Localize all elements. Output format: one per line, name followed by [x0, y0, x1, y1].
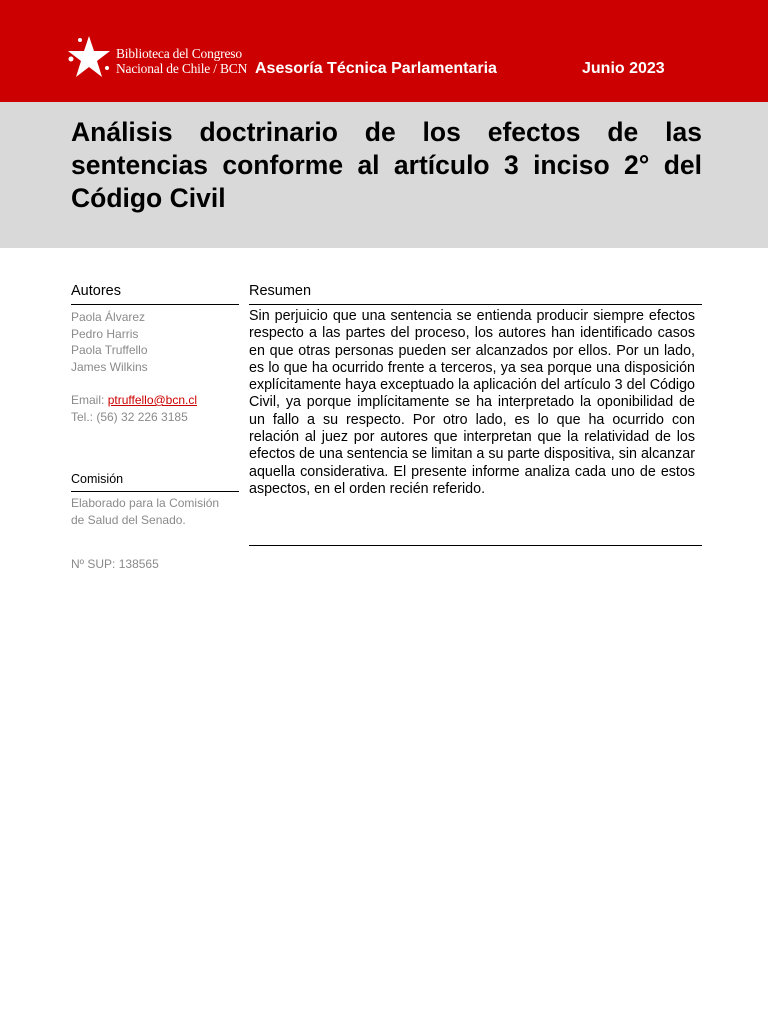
email-line [71, 392, 246, 409]
header-banner [0, 0, 768, 102]
commission-line-1: Elaborado para la Comisión [71, 496, 220, 510]
commission-line-2: de Salud del Senado. [71, 512, 186, 527]
phone-number: Tel.: (56) 32 226 3185 [71, 409, 188, 424]
email-label: Email: [71, 393, 108, 407]
email-link[interactable]: ptruffello@bcn.cl [107, 393, 198, 407]
author-name: Paola Álvarez [71, 310, 146, 324]
contact-info [71, 392, 246, 425]
sup-number: Nº SUP: 138565 [71, 557, 159, 571]
commission-text [71, 495, 246, 528]
authors-heading: Autores [71, 283, 239, 305]
logo-line-2: Nacional de Chile / BCN [116, 61, 248, 76]
author-name: James Wilkins [71, 359, 148, 374]
logo-line-1: Biblioteca del Congreso [116, 46, 242, 61]
bcn-star-logo-icon [66, 34, 112, 80]
summary-heading: Resumen [249, 283, 702, 305]
summary-divider [249, 545, 702, 546]
report-date: Junio 2023 [582, 60, 665, 77]
commission-heading: Comisión [71, 472, 239, 492]
summary-text: Sin perjuicio que una sentencia se entienda producir siempre efectos respecto a las partes del proceso, los autores han identificado casos en que otras personas pueden ser alcanzados por ellos. Por un lado, es lo que ha ocurrido frente a terceros, ya sea porque una disposición explícitamente haya exceptuado la aplicación del artículo 3 del Código Civil, ya porque implícitamente se ha interpretado la oponibilidad de un fallo a su respecto. Por otro lado, es lo que ha ocurrido con relación al juez por autores que interpretan que la relatividad de los efectos de una sentencia se limitan a su parte dispositiva, sin alcanzar aquella considerativa. El presente informe analiza cada uno de estos aspectos, en el orden recién referido. [249, 308, 695, 497]
author-name: Paola Truffello [71, 343, 148, 357]
authors-list [71, 309, 246, 375]
department-label: Asesoría Técnica Parlamentaria [255, 60, 497, 77]
document-title: Análisis doctrinario de los efectos de las sentencias conforme al artículo 3 inciso 2° del Código Civil [71, 117, 702, 213]
author-name: Pedro Harris [71, 326, 139, 341]
logo-text [116, 46, 247, 76]
